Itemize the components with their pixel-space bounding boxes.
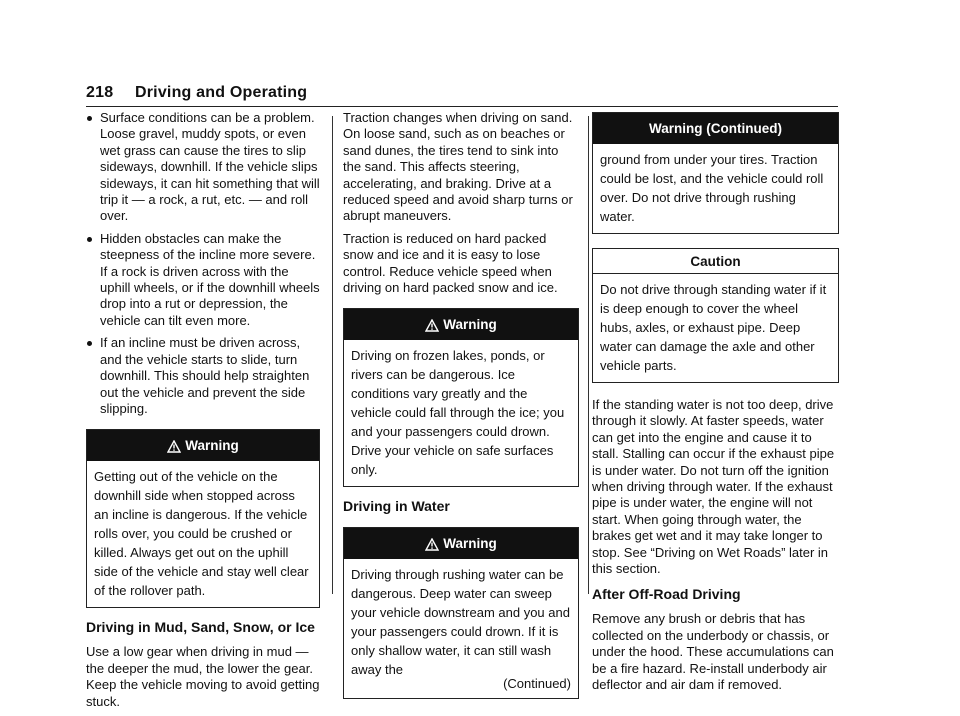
page-header [86, 82, 838, 107]
bullet-dot-icon [87, 341, 92, 346]
warning-title: Warning (Continued) [649, 121, 782, 136]
warning-box [343, 308, 579, 487]
column-left [86, 110, 320, 716]
body-paragraph: Use a low gear when driving in mud — the deeper the mud, the lower the gear. Keep the vehicle moving to avoid getting stuck. [86, 644, 320, 709]
warning-triangle-icon [167, 440, 181, 453]
column-divider [332, 116, 333, 594]
body-paragraph: Traction is reduced on hard packed snow and ice and it is easy to lose control. Reduce vehicle speed when driving on hard packed snow and ice. [343, 230, 558, 296]
section-heading: Driving in Water [343, 498, 450, 515]
list-item [86, 110, 320, 225]
warning-title: Warning [185, 438, 239, 454]
bullet-dot-icon [87, 116, 92, 121]
page-number: 218 [86, 84, 114, 101]
list-item-text: Surface conditions can be a problem. Loose gravel, muddy spots, or even wet grass can cause the tires to slip sideways, downhill. If the vehicle slips sideways, it can hit something that will trip it — a rock, a rut, etc. — and roll over. [100, 110, 320, 224]
warning-triangle-icon [425, 538, 439, 551]
body-paragraph: Remove any brush or debris that has collected on the underbody or chassis, or under the hood. These accumulations can be a fire hazard. Re-install underbody air deflector and air dam if removed. [592, 611, 834, 693]
caution-box [592, 248, 839, 383]
list-item [86, 335, 320, 417]
warning-box-continued [592, 112, 839, 234]
warning-title: Warning [443, 317, 497, 333]
warning-text-body: Driving through rushing water can be dangerous. Deep water can sweep your vehicle downstream and you and your passengers could drown. If it is only shallow water, it can still wash away the [351, 567, 570, 678]
warning-box [343, 527, 579, 699]
list-item [86, 231, 320, 329]
continued-label: (Continued) [503, 676, 571, 692]
warning-header [344, 528, 578, 559]
warning-title: Warning [443, 536, 497, 552]
warning-header [344, 309, 578, 340]
caution-header: Caution [593, 249, 838, 274]
warning-header [593, 113, 838, 144]
list-item-text: Hidden obstacles can make the steepness of the incline more severe. If a rock is driven across with the uphill wheels, or if the downhill wheels drop into a rut or depression, the vehicle can tilt even more. [100, 230, 320, 328]
warning-triangle-icon [425, 319, 439, 332]
warning-header [87, 430, 319, 461]
page-section-title: Driving and Operating [135, 84, 308, 101]
section-heading: After Off-Road Driving [592, 586, 741, 603]
body-paragraph: Traction changes when driving on sand. On loose sand, such as on beaches or sand dunes, the tires tend to sink into the sand. This affects steering, accelerating, and braking. Drive at a reduced speed and avoid sharp turns or abrupt maneuvers. [343, 110, 573, 224]
warning-box [86, 429, 320, 608]
bullet-list [86, 110, 320, 417]
column-middle [343, 110, 579, 709]
column-divider [588, 116, 589, 594]
warning-text: ground from under your tires. Traction could be lost, and the vehicle could roll over. Do not drive through rushing water. [600, 152, 824, 224]
body-paragraph: If the standing water is not too deep, drive through it slowly. At faster speeds, water can get into the engine and cause it to stall. Stalling can occur if the exhaust pipe is under water. Do not turn off the ignition when driving through water. If the exhaust pipe is under water, the engine will not start. When going through water, the brakes get wet and it may take longer to stop. See “Driving on Wet Roads” later in this section. [592, 397, 835, 577]
section-heading: Driving in Mud, Sand, Snow, or Ice [86, 619, 315, 636]
bullet-dot-icon [87, 237, 92, 242]
warning-text: Driving on frozen lakes, ponds, or rivers can be dangerous. Ice conditions vary greatly and the vehicle could fall through the ice; you and your passengers could drown. Drive your vehicle on safe surfaces only. [351, 348, 565, 478]
column-right [592, 110, 839, 700]
list-item-text: If an incline must be driven across, and the vehicle starts to slide, turn downhill. This should help straighten out the vehicle and prevent the side slipping. [100, 335, 310, 416]
caution-text: Do not drive through standing water if it is deep enough to cover the wheel hubs, axles, or exhaust pipe. Deep water can damage the axle and other vehicle parts. [600, 282, 827, 373]
warning-text: Getting out of the vehicle on the downhill side when stopped across an incline is dangerous. If the vehicle rolls over, you could be crushed or killed. Always get out on the uphill side of the vehicle and stay well clear of the rollover path. [94, 469, 309, 599]
